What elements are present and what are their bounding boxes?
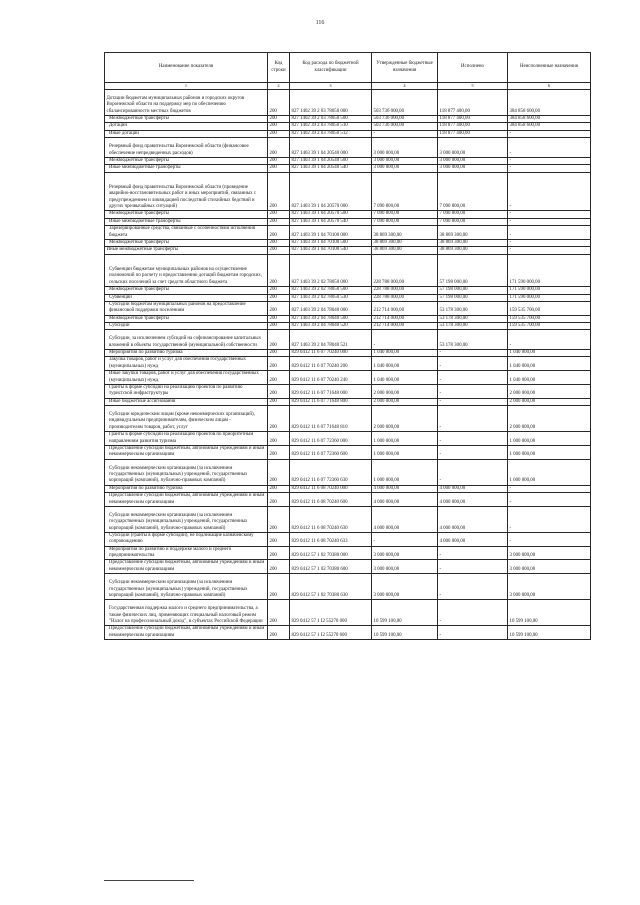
row-executed-amount: -	[438, 357, 508, 371]
row-code: 200	[268, 123, 290, 130]
row-name: Мероприятия по развитию туризма	[105, 485, 268, 492]
row-name: Предоставление субсидий бюджетным, автономным учреждениям и иным некоммерческим организациям	[105, 626, 268, 640]
budget-execution-table	[104, 52, 591, 640]
row-code: 200	[268, 301, 290, 315]
row-executed-amount: 7 090 800,00	[438, 211, 508, 218]
table-row	[105, 218, 591, 225]
row-code: 200	[268, 371, 290, 385]
row-unexecuted-amount: -	[508, 218, 591, 225]
row-approved-amount: 1 040 000,00	[372, 357, 438, 371]
row-unexecuted-amount: 171 590 000,00	[508, 294, 591, 301]
row-name: Субсидии юридическим лицам (кроме некоммерческих организаций), индивидуальным предпринимателям, физическим лицам - производителям товаров, работ, услуг	[105, 406, 268, 432]
row-code: 200	[268, 459, 290, 485]
row-approved-amount: 3 000 000,00	[372, 574, 438, 600]
row-executed-amount: -	[438, 398, 508, 405]
row-executed-amount: 4 000 000,00	[438, 506, 508, 532]
row-executed-amount: 7 090 800,00	[438, 172, 508, 211]
row-executed-amount: -	[438, 546, 508, 560]
row-approved-amount: 7 090 800,00	[372, 218, 438, 225]
row-code: 200	[268, 247, 290, 254]
row-name: Иные межбюджетные трансферты	[105, 165, 268, 172]
row-code: 200	[268, 226, 290, 240]
table-row	[105, 123, 591, 130]
row-unexecuted-amount: 384 858 600,00	[508, 90, 591, 116]
row-unexecuted-amount: 159 535 700,00	[508, 323, 591, 330]
row-classification-code: 827 1402 39 2 03 78050 500	[290, 116, 372, 123]
row-approved-amount: 3 000 000,00	[372, 546, 438, 560]
row-approved-amount: 4 000 000,00	[372, 485, 438, 492]
row-code: 200	[268, 406, 290, 432]
table-row	[105, 560, 591, 574]
row-approved-amount: 228 788 000,00	[372, 254, 438, 286]
row-code: 200	[268, 323, 290, 330]
table-row	[105, 432, 591, 446]
row-name: Субсидии некоммерческим организациям (за исключением государственных (муниципальных) учреждений, государственных корпораций (компаний), публично-правовых компаний)	[105, 574, 268, 600]
row-name: Мероприятия по развитию туризма	[105, 350, 268, 357]
row-unexecuted-amount: -	[508, 239, 591, 246]
row-executed-amount: 38 869 300,00	[438, 226, 508, 240]
row-code: 200	[268, 546, 290, 560]
row-classification-code: 827 1403 39 2 04 78040 521	[290, 330, 372, 350]
row-approved-amount: 7 090 800,00	[372, 211, 438, 218]
table-row	[105, 506, 591, 532]
table-row	[105, 445, 591, 459]
row-unexecuted-amount: 159 535 700,00	[508, 315, 591, 322]
row-executed-amount: -	[438, 459, 508, 485]
row-name: Мероприятия по развитию и поддержке малого и среднего предпринимательства	[105, 546, 268, 560]
table-row	[105, 138, 591, 158]
row-approved-amount: 1 040 000,00	[372, 371, 438, 385]
row-approved-amount: 10 599 100,00	[372, 600, 438, 626]
row-name: Предоставление субсидий бюджетным, автономным учреждениям и иным некоммерческим организациям	[105, 493, 268, 507]
table-row	[105, 406, 591, 432]
row-executed-amount: -	[438, 574, 508, 600]
row-classification-code: 829 0412 57 1 I2 55270 600	[290, 626, 372, 640]
row-name: Субсидии бюджетам муниципальных районов на предоставление финансовой поддержки поселениям	[105, 301, 268, 315]
row-code: 200	[268, 600, 290, 626]
table-row	[105, 315, 591, 322]
row-approved-amount: 2 000 000,00	[372, 398, 438, 405]
row-executed-amount: 3 000 000,00	[438, 138, 508, 158]
row-code: 200	[268, 254, 290, 286]
row-name: Государственная поддержка малого и среднего предпринимательства, а также физических лиц, применяющих специальный налоговый режим "Налог на профессиональный доход", в субъектах Российской Федерации	[105, 600, 268, 626]
row-classification-code: 827 1403 39 1 04 20570 500	[290, 211, 372, 218]
row-classification-code: 827 1403 39 1 04 20540 500	[290, 157, 372, 164]
row-code: 200	[268, 239, 290, 246]
row-executed-amount: -	[438, 432, 508, 446]
table-header-row	[105, 53, 591, 83]
row-name: Закупка товаров, работ и услуг для обеспечения государственных (муниципальных) нужд	[105, 357, 268, 371]
row-approved-amount: 212 714 000,00	[372, 315, 438, 322]
table-row	[105, 626, 591, 640]
row-approved-amount: 4 000 000,00	[372, 493, 438, 507]
row-name: Резервный фонд правительства Воронежской области (проведение аварийно-восстановительных работ и иных мероприятий, связанных с предупреждением и ликвидацией последствий стихийных бедствий и других чрезвычайных ситуаций)	[105, 172, 268, 211]
table-row	[105, 459, 591, 485]
row-classification-code: 829 0412 11 6 07 72360 630	[290, 459, 372, 485]
row-executed-amount: 38 869 300,00	[438, 247, 508, 254]
table-row	[105, 600, 591, 626]
row-classification-code: 827 1403 39 2 02 78050 500	[290, 287, 372, 294]
row-code: 200	[268, 493, 290, 507]
row-code: 200	[268, 398, 290, 405]
row-classification-code: 829 0412 11 6 08 70240 600	[290, 493, 372, 507]
table-row	[105, 546, 591, 560]
row-name: Субсидии некоммерческим организациям (за исключением государственных (муниципальных) учреждений, государственных корпораций (компаний), публично-правовых компаний)	[105, 506, 268, 532]
table-row	[105, 371, 591, 385]
row-executed-amount: 4 000 000,00	[438, 532, 508, 546]
row-code: 200	[268, 90, 290, 116]
row-name: Зарезервированные средства, связанные с особенностями исполнения бюджета	[105, 226, 268, 240]
table-row	[105, 172, 591, 211]
row-name: Дотации	[105, 123, 268, 130]
row-classification-code: 827 1403 39 2 04 78040 000	[290, 301, 372, 315]
row-code: 200	[268, 294, 290, 301]
row-code: 200	[268, 357, 290, 371]
row-classification-code: 829 0412 11 6 07 70240 200	[290, 357, 372, 371]
row-executed-amount: -	[438, 600, 508, 626]
row-name: Иные бюджетные ассигнования	[105, 398, 268, 405]
row-code: 200	[268, 315, 290, 322]
row-classification-code: 829 0412 11 6 08 70240 630	[290, 506, 372, 532]
column-number: 6	[508, 83, 591, 90]
row-approved-amount: 3 000 000,00	[372, 138, 438, 158]
row-executed-amount: 4 000 000,00	[438, 485, 508, 492]
row-classification-code: 829 0412 11 6 07 72360 000	[290, 432, 372, 446]
row-code: 200	[268, 116, 290, 123]
row-name: Субсидии, за исключением субсидий на софинансирование капитальных вложений в объекты государственной (муниципальной) собственности	[105, 330, 268, 350]
row-approved-amount: 3 000 000,00	[372, 165, 438, 172]
row-classification-code: 827 1403 39 1 04 20570 540	[290, 218, 372, 225]
header-name: Наименование показателя	[105, 53, 268, 83]
row-executed-amount: -	[438, 350, 508, 357]
table-row	[105, 330, 591, 350]
table-row	[105, 357, 591, 371]
row-unexecuted-amount: 10 599 100,00	[508, 626, 591, 640]
row-name: Гранты в форме субсидий на реализацию проектов по приоритетным направлениям развития туризма	[105, 432, 268, 446]
row-code: 200	[268, 560, 290, 574]
table-row	[105, 287, 591, 294]
row-executed-amount: 118 877 400,00	[438, 130, 508, 137]
row-name: Субсидии	[105, 323, 268, 330]
row-classification-code: 827 1403 39 1 04 70100 500	[290, 239, 372, 246]
table-row	[105, 226, 591, 240]
page-number: 116	[315, 20, 325, 26]
row-code: 200	[268, 626, 290, 640]
row-classification-code: 829 0412 11 6 08 70240 633	[290, 532, 372, 546]
row-classification-code: 829 0412 11 6 08 70240 000	[290, 485, 372, 492]
row-code: 200	[268, 350, 290, 357]
row-approved-amount: 1 040 000,00	[372, 350, 438, 357]
row-classification-code: 829 0412 11 6 07 71648 800	[290, 398, 372, 405]
row-unexecuted-amount: 1 000 000,00	[508, 432, 591, 446]
row-approved-amount: 212 714 000,00	[372, 323, 438, 330]
row-executed-amount: 118 877 400,00	[438, 123, 508, 130]
row-name: Субсидии некоммерческим организациям (за исключением государственных (муниципальных) учреждений, государственных корпораций (компаний), публично-правовых компаний)	[105, 459, 268, 485]
row-approved-amount: 1 000 000,00	[372, 459, 438, 485]
row-unexecuted-amount: 2 000 000,00	[508, 406, 591, 432]
row-code: 200	[268, 330, 290, 350]
row-name: Резервный фонд правительства Воронежской области (финансовое обеспечение непредвиденных расходов)	[105, 138, 268, 158]
row-code: 200	[268, 218, 290, 225]
header-code: Код строки	[268, 53, 290, 83]
row-name: Дотации бюджетам муниципальных районов и городских округов Воронежской области на поддержку мер по обеспечению сбалансированности местных бюджетов	[105, 90, 268, 116]
row-executed-amount: 118 877 400,00	[438, 116, 508, 123]
table-row	[105, 254, 591, 286]
row-approved-amount: 1 000 000,00	[372, 445, 438, 459]
row-name: Межбюджетные трансферты	[105, 157, 268, 164]
row-approved-amount: 1 000 000,00	[372, 432, 438, 446]
column-number: 1	[105, 83, 268, 90]
row-unexecuted-amount: 1 000 000,00	[508, 459, 591, 485]
row-approved-amount: 38 869 300,00	[372, 226, 438, 240]
table-row	[105, 90, 591, 116]
table-row	[105, 485, 591, 492]
row-classification-code: 827 1403 39 2 02 78050 000	[290, 254, 372, 286]
row-approved-amount: 503 736 000,00	[372, 123, 438, 130]
row-approved-amount: 2 000 000,00	[372, 406, 438, 432]
row-approved-amount: 7 090 800,00	[372, 172, 438, 211]
column-number-row	[105, 83, 591, 90]
row-unexecuted-amount: 1 040 000,00	[508, 371, 591, 385]
row-approved-amount: 503 736 000,00	[372, 116, 438, 123]
row-approved-amount: 3 000 000,00	[372, 157, 438, 164]
row-approved-amount: -	[372, 130, 438, 137]
row-unexecuted-amount: -	[508, 506, 591, 532]
table-row	[105, 384, 591, 398]
table-row	[105, 323, 591, 330]
row-unexecuted-amount: -	[508, 165, 591, 172]
row-classification-code: 829 0412 57 1 02 70380 000	[290, 546, 372, 560]
row-name: Субсидии (гранты в форме субсидий), не подлежащие казначейскому сопровождению	[105, 532, 268, 546]
row-unexecuted-amount: 1 000 000,00	[508, 445, 591, 459]
column-number: 5	[438, 83, 508, 90]
row-unexecuted-amount: -	[508, 485, 591, 492]
row-executed-amount: 57 198 000,00	[438, 287, 508, 294]
row-classification-code: 827 1403 39 1 04 20540 000	[290, 138, 372, 158]
row-classification-code: 829 0412 11 6 07 71648 000	[290, 384, 372, 398]
row-unexecuted-amount: -	[508, 138, 591, 158]
column-number: 3	[290, 83, 372, 90]
row-name: Предоставление субсидий бюджетным, автономным учреждениям и иным некоммерческим организациям	[105, 445, 268, 459]
row-code: 200	[268, 445, 290, 459]
row-classification-code: 829 0412 57 1 02 70380 630	[290, 574, 372, 600]
row-approved-amount: 228 788 000,00	[372, 287, 438, 294]
row-unexecuted-amount: 171 590 000,00	[508, 254, 591, 286]
row-executed-amount: -	[438, 406, 508, 432]
header-approved: Утвержденные бюджетные назначения	[372, 53, 438, 83]
row-executed-amount: 38 869 300,00	[438, 239, 508, 246]
row-classification-code: 827 1402 39 2 03 78050 512	[290, 130, 372, 137]
row-approved-amount: 228 788 000,00	[372, 294, 438, 301]
row-unexecuted-amount: -	[508, 157, 591, 164]
row-code: 200	[268, 574, 290, 600]
row-executed-amount: 53 178 300,00	[438, 330, 508, 350]
row-name: Субвенции	[105, 294, 268, 301]
table-row	[105, 398, 591, 405]
row-unexecuted-amount: 3 000 000,00	[508, 560, 591, 574]
row-code: 200	[268, 172, 290, 211]
row-unexecuted-amount: 3 000 000,00	[508, 574, 591, 600]
row-classification-code: 827 1403 39 1 04 70100 540	[290, 247, 372, 254]
row-executed-amount: 7 090 800,00	[438, 218, 508, 225]
row-executed-amount: 53 178 300,00	[438, 301, 508, 315]
row-unexecuted-amount: -	[508, 330, 591, 350]
table-row	[105, 294, 591, 301]
row-executed-amount: -	[438, 371, 508, 385]
row-name: Предоставление субсидий бюджетным, автономным учреждениям и иным некоммерческим организациям	[105, 560, 268, 574]
table-row	[105, 532, 591, 546]
column-number: 2	[268, 83, 290, 90]
row-executed-amount: 3 000 000,00	[438, 157, 508, 164]
row-unexecuted-amount: -	[508, 247, 591, 254]
row-approved-amount: 4 000 000,00	[372, 506, 438, 532]
row-classification-code: 827 1403 39 2 04 78040 500	[290, 315, 372, 322]
row-unexecuted-amount: 1 040 000,00	[508, 357, 591, 371]
row-classification-code: 829 0412 57 1 02 70380 600	[290, 560, 372, 574]
row-name: Межбюджетные трансферты	[105, 239, 268, 246]
row-approved-amount: -	[372, 532, 438, 546]
row-classification-code: 829 0412 11 6 07 71648 810	[290, 406, 372, 432]
table-row	[105, 239, 591, 246]
row-unexecuted-amount: -	[508, 493, 591, 507]
row-classification-code: 829 0412 57 1 I2 55270 000	[290, 600, 372, 626]
row-unexecuted-amount: -	[508, 211, 591, 218]
row-executed-amount: 57 198 000,00	[438, 294, 508, 301]
header-executed: Исполнено	[438, 53, 508, 83]
row-name: Гранты в форме субсидий на реализацию проектов по развитию туристской инфраструктуры	[105, 384, 268, 398]
row-executed-amount: -	[438, 445, 508, 459]
row-approved-amount: 503 736 000,00	[372, 90, 438, 116]
row-name: Межбюджетные трансферты	[105, 211, 268, 218]
table-row	[105, 165, 591, 172]
row-unexecuted-amount: -	[508, 172, 591, 211]
row-executed-amount: 118 877 400,00	[438, 90, 508, 116]
row-name: Иные межбюджетные трансферты	[105, 218, 268, 225]
row-classification-code: 827 1403 39 2 02 78050 530	[290, 294, 372, 301]
row-classification-code: 827 1403 39 1 04 20540 540	[290, 165, 372, 172]
row-code: 200	[268, 506, 290, 532]
row-name: Межбюджетные трансферты	[105, 287, 268, 294]
row-approved-amount: 10 599 100,00	[372, 626, 438, 640]
row-code: 200	[268, 138, 290, 158]
table-body	[105, 90, 591, 640]
table-row	[105, 574, 591, 600]
table-row	[105, 116, 591, 123]
row-unexecuted-amount: 10 599 100,00	[508, 600, 591, 626]
row-classification-code: 827 1402 39 2 03 78050 000	[290, 90, 372, 116]
row-unexecuted-amount: 171 590 000,00	[508, 287, 591, 294]
row-name: Межбюджетные трансферты	[105, 116, 268, 123]
footnote-separator	[104, 880, 194, 881]
row-code: 200	[268, 485, 290, 492]
row-unexecuted-amount: -	[508, 226, 591, 240]
header-classification: Код расхода по бюджетной классификации	[290, 53, 372, 83]
table-row	[105, 157, 591, 164]
row-unexecuted-amount: -	[508, 532, 591, 546]
row-code: 200	[268, 165, 290, 172]
row-executed-amount: 3 000 000,00	[438, 165, 508, 172]
row-code: 200	[268, 432, 290, 446]
row-approved-amount: 38 869 300,00	[372, 239, 438, 246]
row-executed-amount: 53 178 300,00	[438, 315, 508, 322]
row-approved-amount: 3 000 000,00	[372, 560, 438, 574]
row-executed-amount: 57 198 000,00	[438, 254, 508, 286]
row-classification-code: 829 0412 11 6 07 70240 000	[290, 350, 372, 357]
row-approved-amount: 212 714 000,00	[372, 301, 438, 315]
row-classification-code: 827 1403 39 1 04 70100 000	[290, 226, 372, 240]
table-row	[105, 247, 591, 254]
row-unexecuted-amount: 384 858 600,00	[508, 123, 591, 130]
row-name: Субвенции бюджетам муниципальных районов на осуществление полномочий по расчету и предоставлению дотаций бюджетам городских, сельских поселений за счет средств областного бюджета	[105, 254, 268, 286]
row-classification-code: 827 1402 39 2 03 78050 510	[290, 123, 372, 130]
row-unexecuted-amount: 2 000 000,00	[508, 398, 591, 405]
row-approved-amount: 38 869 300,00	[372, 247, 438, 254]
row-code: 200	[268, 130, 290, 137]
row-name: Иные межбюджетные трансферты	[105, 247, 268, 254]
row-name: Иные дотации	[105, 130, 268, 137]
row-unexecuted-amount: 3 000 000,00	[508, 546, 591, 560]
table-row	[105, 493, 591, 507]
row-classification-code: 827 1403 39 1 04 20570 000	[290, 172, 372, 211]
row-executed-amount: -	[438, 626, 508, 640]
row-approved-amount: -	[372, 330, 438, 350]
row-code: 200	[268, 211, 290, 218]
row-unexecuted-amount: -	[508, 130, 591, 137]
table-row	[105, 350, 591, 357]
row-code: 200	[268, 157, 290, 164]
row-executed-amount: 53 178 300,00	[438, 323, 508, 330]
row-unexecuted-amount: 159 535 700,00	[508, 301, 591, 315]
header-unexecuted: Неисполненные назначения	[508, 53, 591, 83]
column-number: 4	[372, 83, 438, 90]
table-row	[105, 130, 591, 137]
row-executed-amount: 4 000 000,00	[438, 493, 508, 507]
row-unexecuted-amount: 2 000 000,00	[508, 384, 591, 398]
row-classification-code: 829 0412 11 6 07 72360 600	[290, 445, 372, 459]
table-row	[105, 211, 591, 218]
row-executed-amount: -	[438, 384, 508, 398]
row-approved-amount: 2 000 000,00	[372, 384, 438, 398]
row-code: 200	[268, 384, 290, 398]
row-classification-code: 827 1403 39 2 04 78040 520	[290, 323, 372, 330]
row-executed-amount: -	[438, 560, 508, 574]
table-row	[105, 301, 591, 315]
row-unexecuted-amount: 1 040 000,00	[508, 350, 591, 357]
row-unexecuted-amount: 384 858 600,00	[508, 116, 591, 123]
row-classification-code: 829 0412 11 6 07 70240 240	[290, 371, 372, 385]
row-name: Межбюджетные трансферты	[105, 315, 268, 322]
row-name: Иные закупки товаров, работ и услуг для обеспечения государственных (муниципальных) нужд	[105, 371, 268, 385]
row-code: 200	[268, 532, 290, 546]
row-code: 200	[268, 287, 290, 294]
